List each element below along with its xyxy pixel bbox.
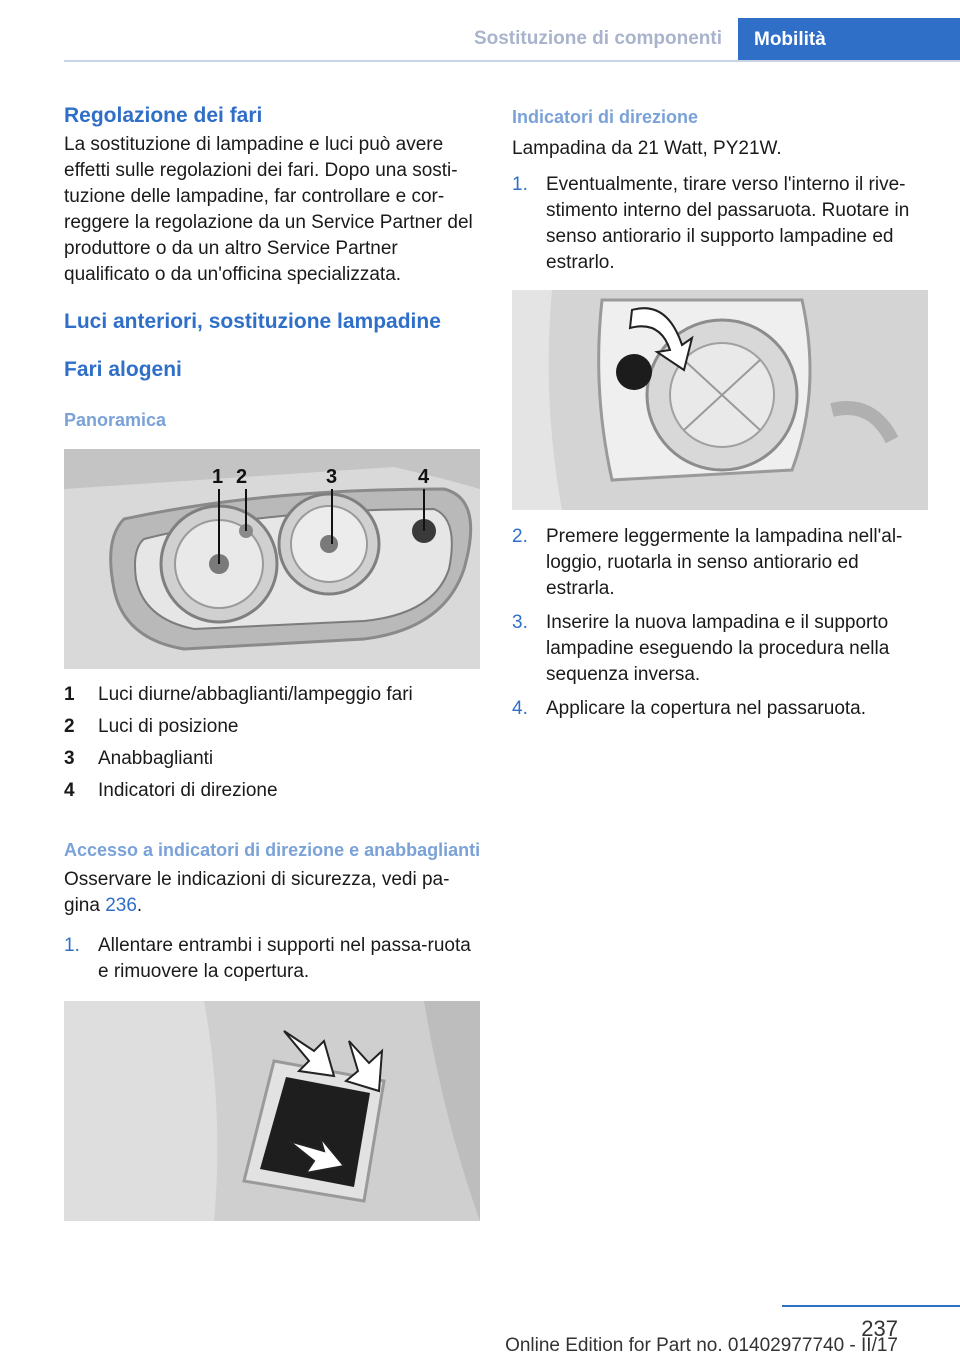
legend-number: 2 [64,716,75,737]
step-item [512,696,930,722]
step-text: Inserire la nuova lampadina e il supporto lampadine eseguendo la procedura nella sequenza inversa. [546,612,890,685]
para-accesso [64,867,482,919]
step-number: 1. [512,174,528,195]
para-accesso-end: . [136,895,143,916]
legend-item [64,679,482,711]
step-number: 1. [64,935,80,956]
right-steps [512,524,930,722]
legend-text: Indicatori di direzione [98,780,278,801]
step-text: Allentare entrambi i supporti nel passa‐ruota e rimuovere la copertura. [98,935,471,982]
heading-luci-anteriori: Luci anteriori, sostituzione lampadine [64,310,441,333]
step-number: 3. [512,612,528,633]
para-lampadina: Lampadina da 21 Watt, PY21W. [512,138,782,159]
legend-text: Anabbaglianti [98,748,214,769]
heading-accesso: Accesso a indicatori di direzione e anabbaglianti [64,840,481,860]
left-column [64,100,482,1221]
step-item [512,172,930,276]
page-reference-link[interactable]: 236 [105,895,137,916]
legend-item [64,775,482,807]
legend-number: 4 [64,780,75,801]
bulb-holder-figure [512,290,928,510]
legend-number: 1 [64,684,75,705]
legend-text: Luci diurne/abbaglianti/lampeggio fari [98,684,413,705]
para-regolazione: La sostituzione di lampadine e luci può avere effetti sulle regolazioni dei fari. Dopo una sosti‐tuzione delle lampadine, far controllare e cor‐reggere la regolazione da un Service Partner del produttore o da un altro Service Partner qualificato o da un'officina specializzata. [64,134,473,285]
legend-number: 3 [64,748,75,769]
legend-item [64,743,482,775]
step-item [512,524,930,602]
bulb-holder-illustration [512,290,928,510]
page-number: 237 [861,1316,898,1341]
headlight-label-1: 1 [212,466,224,488]
step-text: Eventualmente, tirare verso l'interno il rive‐stimento interno del passaruota. Ruotare in senso antiorario il supporto lampadine ed estrarlo. [546,174,910,273]
heading-panoramica: Panoramica [64,410,167,430]
step-number: 2. [512,526,528,547]
header-chapter-label: Mobilità [754,29,826,50]
wheel-arch-illustration [64,1001,480,1221]
right-steps-first [512,172,930,276]
header-section-title: Sostituzione di componenti [473,28,722,49]
footer-edition: Online Edition for Part no. 01402977740 - II/17 [505,1335,898,1356]
wheel-arch-cover-figure [64,1001,480,1221]
header-rule [64,60,960,62]
header-chapter-tab [738,18,960,62]
heading-regolazione: Regolazione dei fari [64,104,263,127]
legend-text: Luci di posizione [98,716,239,737]
step-number: 4. [512,698,528,719]
heading-indicatori: Indicatori di direzione [512,107,699,127]
right-column [512,100,930,730]
headlight-illustration [64,449,480,669]
headlight-label-2: 2 [236,466,248,488]
headlight-legend [64,679,482,807]
step-text: Premere leggermente la lampadina nell'al‐loggio, ruotarla in senso antiorario ed estrarla. [546,526,903,599]
headlight-figure [64,449,480,669]
para-accesso-text: Osservare le indicazioni di sicurezza, vedi pa‐gina [64,869,450,916]
left-steps [64,933,482,985]
legend-item [64,711,482,743]
step-text: Applicare la copertura nel passaruota. [546,698,867,719]
headlight-label-3: 3 [326,466,338,488]
step-item [64,933,482,985]
step-item [512,610,930,688]
heading-fari-alogeni: Fari alogeni [64,358,182,381]
page-number-rule [782,1305,960,1307]
headlight-label-4: 4 [418,466,430,488]
